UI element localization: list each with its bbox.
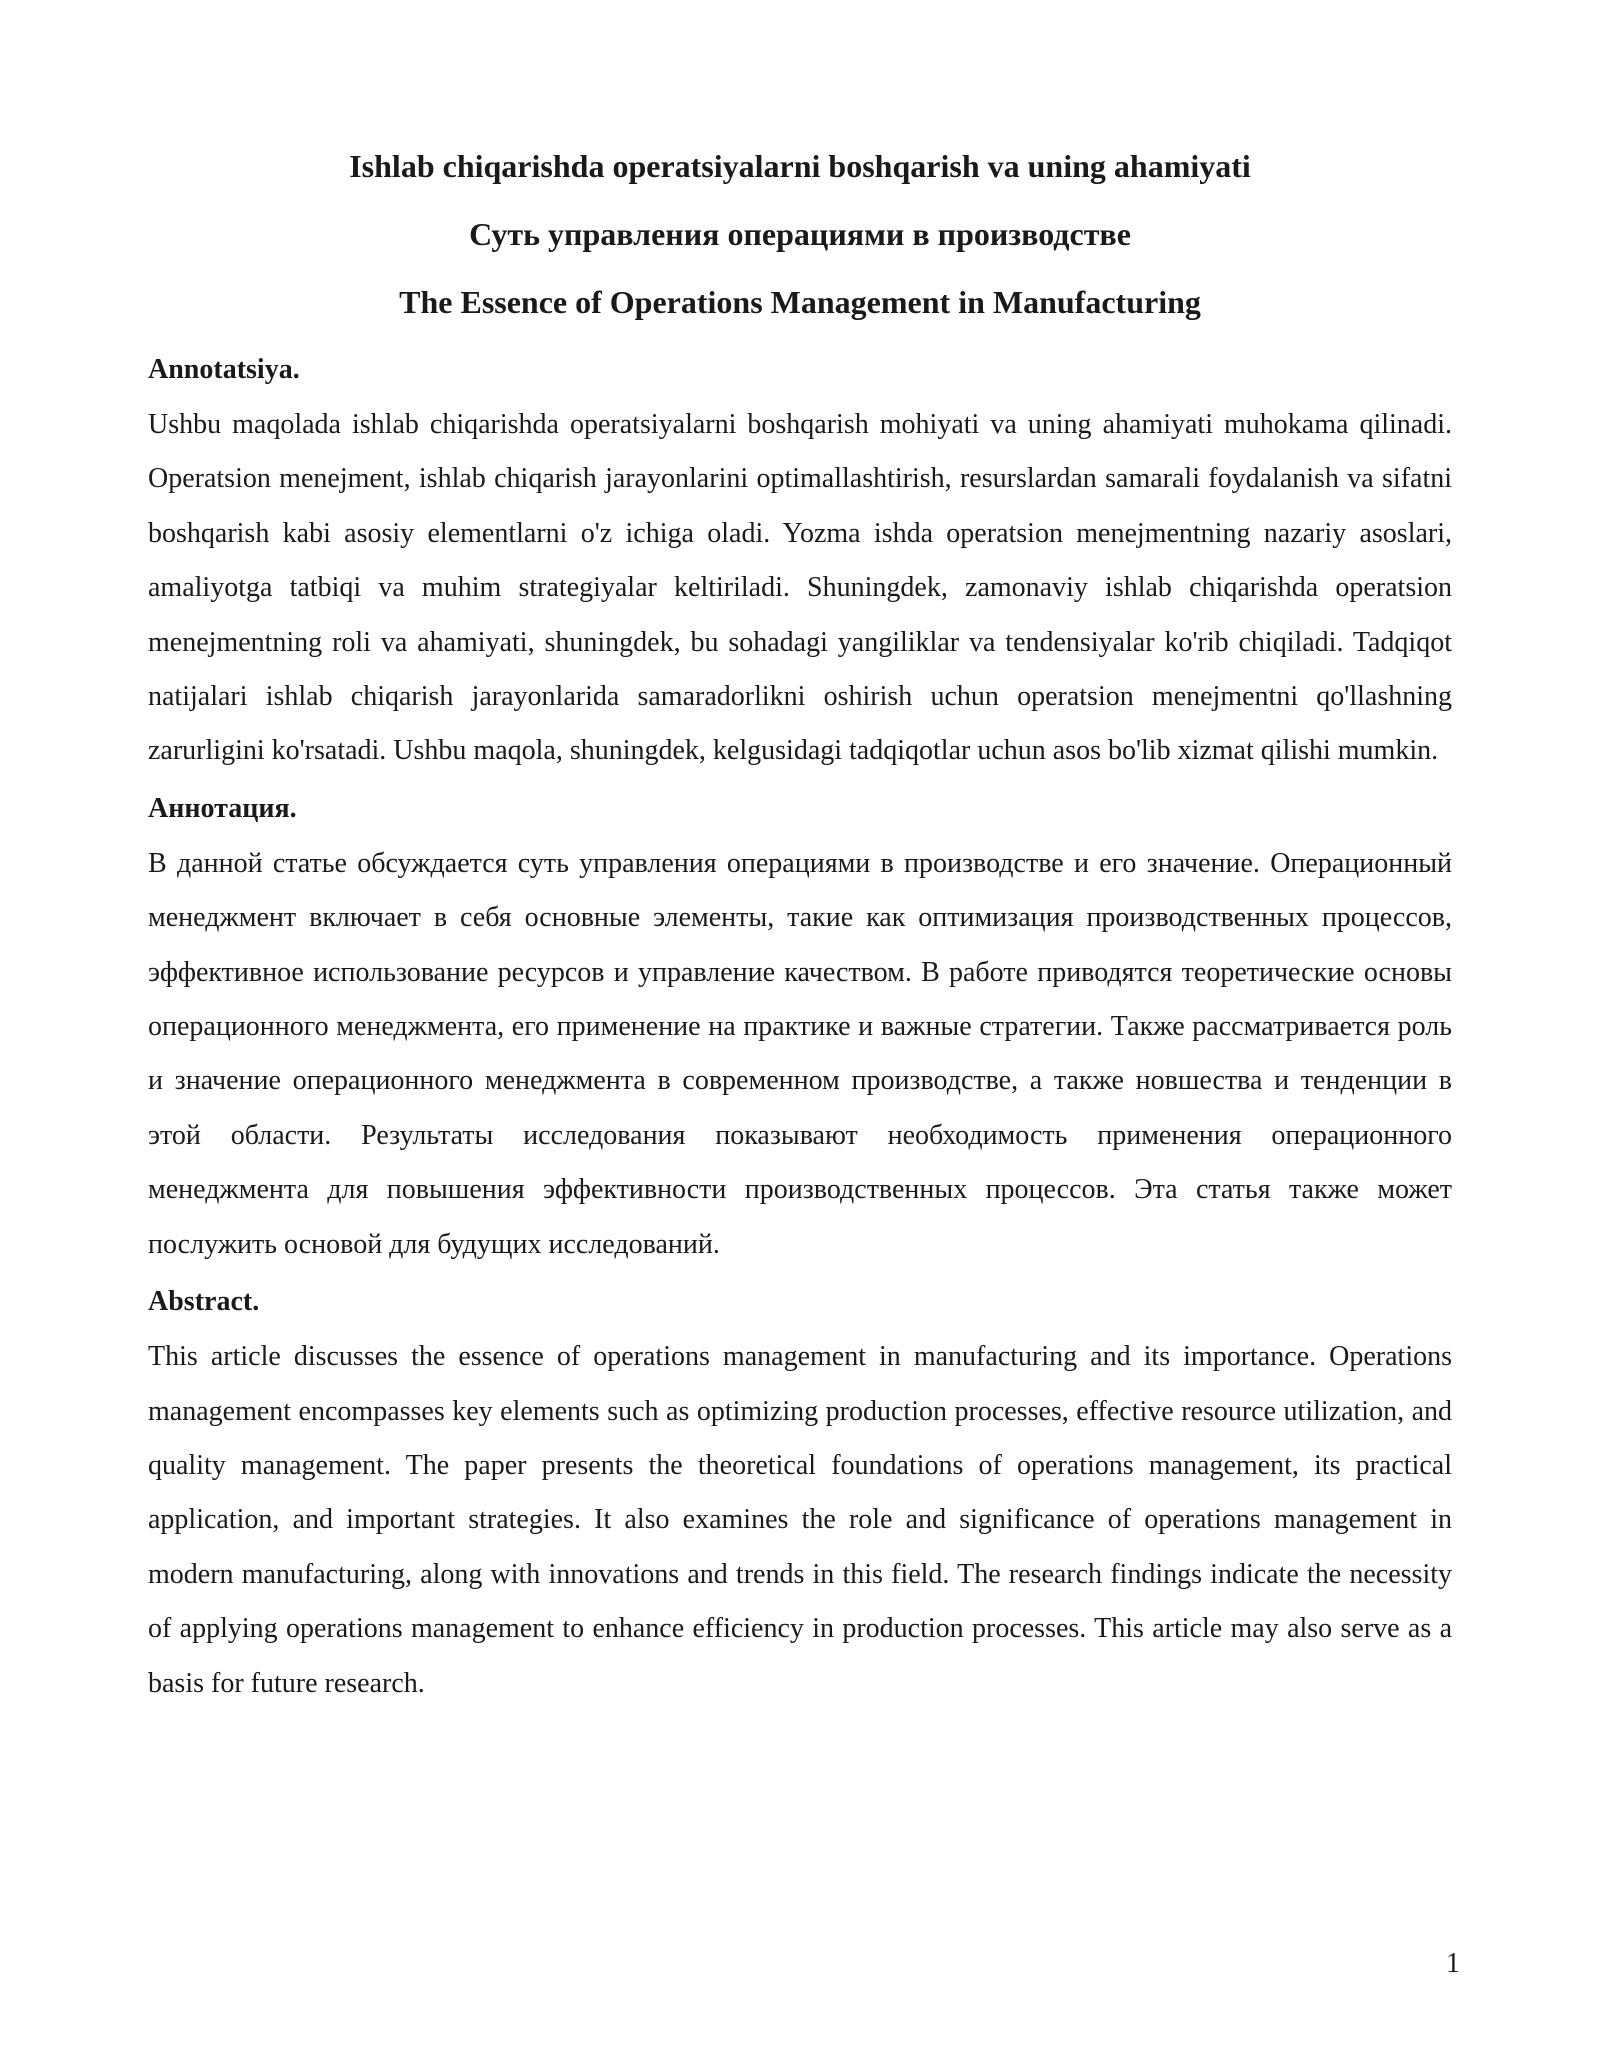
section-paragraph: В данной статье обсуждается суть управления операциями в производстве и его значение. Операционный менеджмент включает в себя основные элементы, такие как оптимизация производственных процессов, эффективное использование ресурсов и управление качеством. В работе приводятся теоретические основы операционного менеджмента, его применение на практике и важные стратегии. Также рассматривается роль и значение операционного менеджмента в современном производстве, а также новшества и тенденции в этой области. Результаты исследования показывают необходимость применения операционного менеджмента для повышения эффективности производственных процессов. Эта статья также может послужить основой для будущих исследований. bbox=[148, 847, 1452, 1260]
section-heading: Аннотация. bbox=[148, 792, 297, 824]
abstract-section-english bbox=[148, 1284, 1452, 1711]
title-english: The Essence of Operations Management in Manufacturing bbox=[399, 284, 1201, 320]
section-heading: Annotatsiya. bbox=[148, 354, 300, 385]
page-number: 1 bbox=[1446, 1948, 1460, 1979]
section-paragraph: Ushbu maqolada ishlab chiqarishda operatsiyalarni boshqarish mohiyati va uning ahamiyati muhokama qilinadi. Operatsion menejment, ishlab chiqarish jarayonlarini optimallashtirish, resurslardan samarali foydalanish va sifatni boshqarish kabi asosiy elementlarni o'z ichiga oladi. Yozma ishda operatsion menejmentning nazariy asoslari, amaliyotga tatbiqi va muhim strategiyalar keltiriladi. Shuningdek, zamonaviy ishlab chiqarishda operatsion menejmentning roli va ahamiyati, shuningdek, bu sohadagi yangiliklar va tendensiyalar ko'rib chiqiladi. Tadqiqot natijalari ishlab chiqarish jarayonlarida samaradorlikni oshirish uchun operatsion menejmentni qo'llashning zarurligini ko'rsatadi. Ushbu maqola, shuningdek, kelgusidagi tadqiqotlar uchun asos bo'lib xizmat qilishi mumkin. bbox=[148, 409, 1452, 767]
section-heading: Abstract. bbox=[148, 1286, 260, 1318]
title-uzbek: Ishlab chiqarishda operatsiyalarni boshqarish va uning ahamiyati bbox=[349, 148, 1251, 184]
title-russian: Суть управления операциями в производстве bbox=[469, 216, 1131, 252]
abstracts-body bbox=[148, 352, 1452, 1723]
abstract-section-russian bbox=[148, 791, 1452, 1272]
abstract-section-uzbek bbox=[148, 352, 1452, 779]
title-block bbox=[148, 146, 1452, 350]
section-paragraph: This article discusses the essence of operations management in manufacturing and its importance. Operations management encompasses key elements such as optimizing production processes, effective resource utilization, and quality management. The paper presents the theoretical foundations of operations management, its practical application, and important strategies. It also examines the role and significance of operations management in modern manufacturing, along with innovations and trends in this field. The research findings indicate the necessity of applying operations management to enhance efficiency in production processes. This article may also serve as a basis for future research. bbox=[148, 1341, 1452, 1699]
